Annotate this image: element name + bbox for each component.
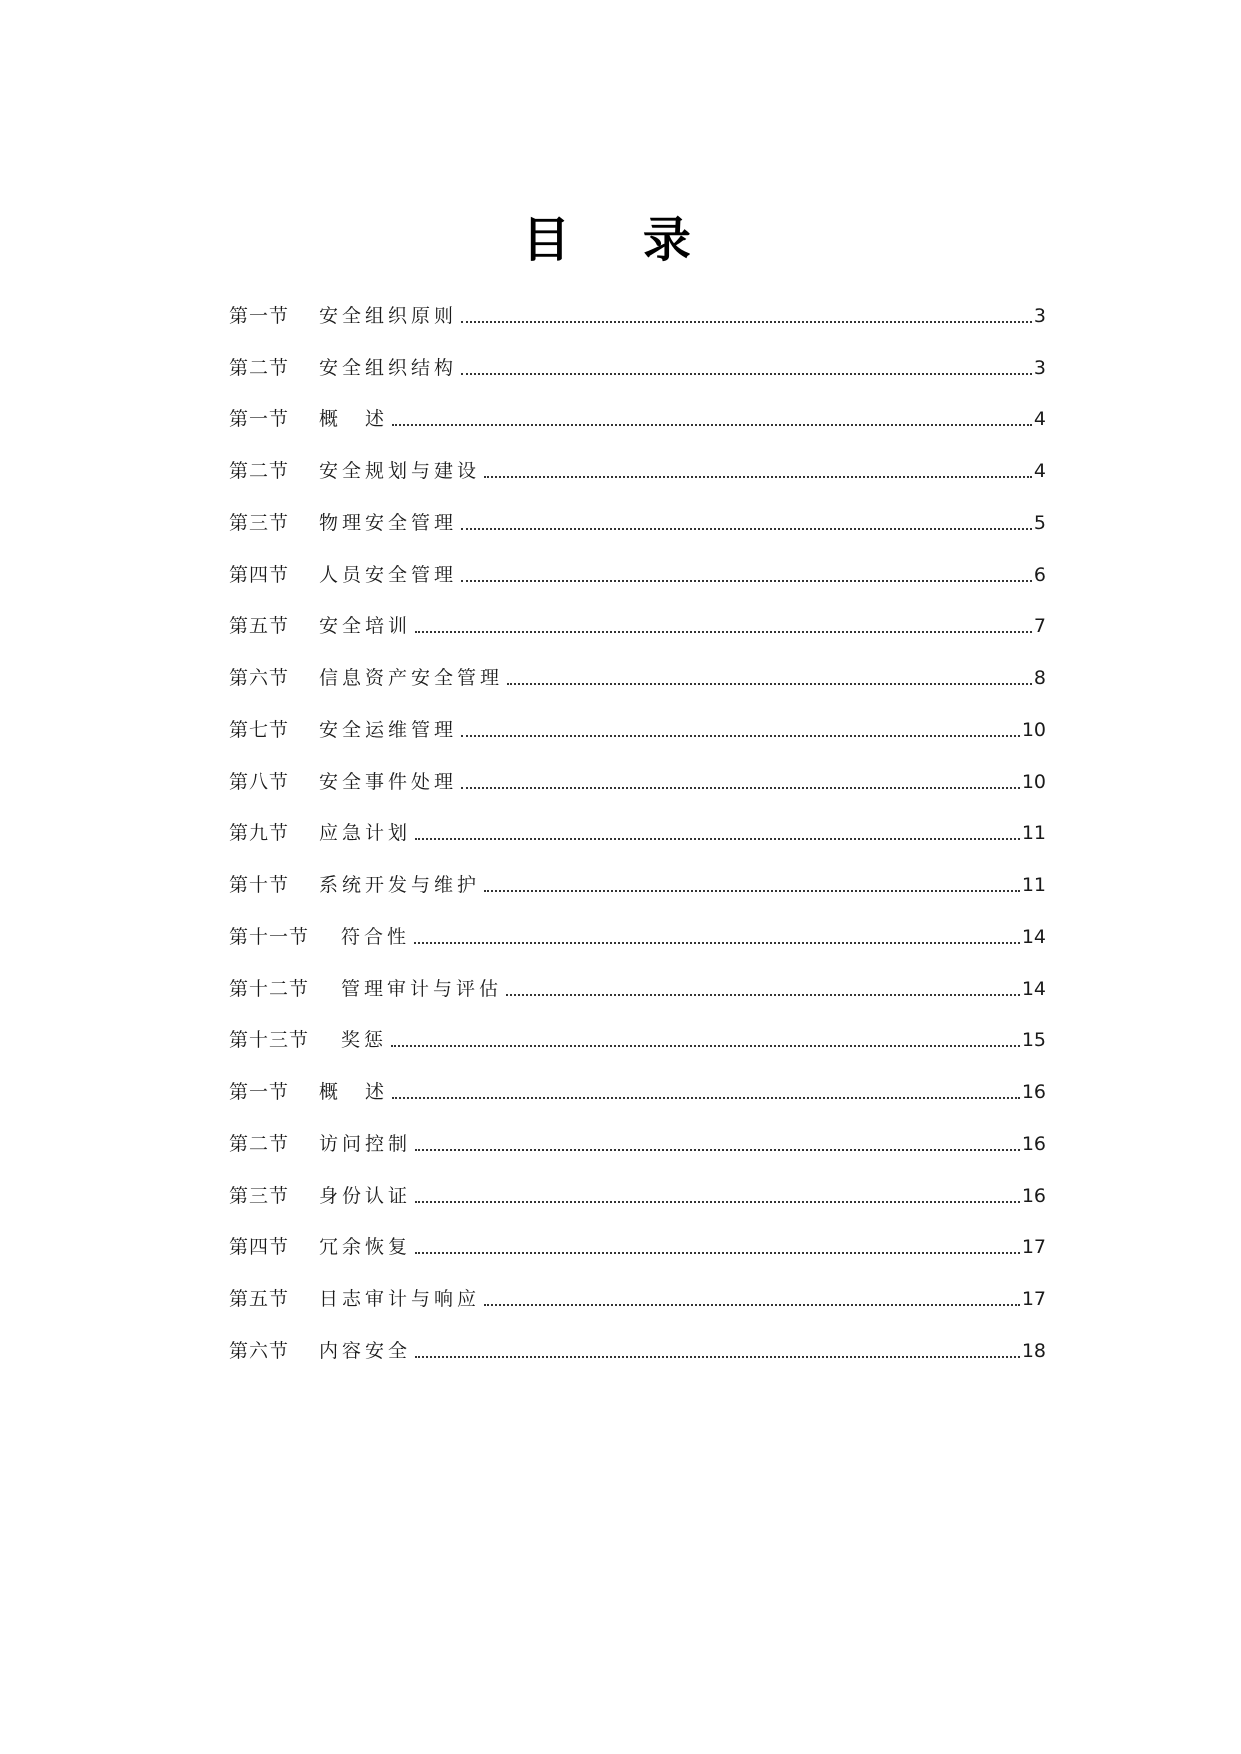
- toc-section-number: 第六节: [229, 1339, 290, 1362]
- toc-page-number: 5: [1033, 511, 1046, 534]
- toc-dot-leader: [507, 683, 1032, 685]
- toc-section-title: 访问控制: [319, 1132, 412, 1155]
- toc-section-number: 第二节: [229, 356, 290, 379]
- toc-section-title: 系统开发与维护: [319, 874, 481, 897]
- toc-page-number: 8: [1033, 667, 1046, 690]
- toc-section-title: 安全规划与建设: [319, 460, 481, 483]
- toc-dot-leader: [415, 1252, 1020, 1254]
- toc-dot-leader: [415, 631, 1032, 633]
- toc-section-number: 第二节: [229, 1132, 290, 1155]
- toc-page-number: 6: [1033, 563, 1046, 586]
- toc-section-number: 第六节: [229, 667, 290, 690]
- toc-dot-leader: [484, 890, 1020, 892]
- toc-title: 目 录: [522, 212, 719, 268]
- toc-page-number: 3: [1033, 356, 1046, 379]
- toc-page-number: 17: [1021, 1288, 1046, 1311]
- toc-section-title: 符合性: [341, 925, 411, 948]
- toc-dot-leader: [391, 1045, 1020, 1047]
- toc-entry[interactable]: [229, 601, 1046, 653]
- toc-section-number: 第五节: [229, 615, 290, 638]
- toc-section-title: 安全培训: [319, 615, 412, 638]
- toc-page-number: 10: [1021, 718, 1046, 741]
- toc-page-number: 4: [1033, 408, 1046, 431]
- toc-entry[interactable]: [229, 1118, 1046, 1170]
- toc-section-number: 第五节: [229, 1288, 290, 1311]
- toc-dot-leader: [415, 1149, 1020, 1151]
- toc-page-number: 15: [1021, 1029, 1046, 1052]
- toc-section-number: 第八节: [229, 770, 290, 793]
- toc-section-title: 信息资产安全管理: [319, 667, 504, 690]
- toc-page-number: 3: [1033, 304, 1046, 327]
- toc-dot-leader: [461, 321, 1032, 323]
- toc-entry[interactable]: [229, 911, 1046, 963]
- toc-page-number: 14: [1021, 925, 1046, 948]
- toc-section-number: 第十三节: [229, 1029, 310, 1052]
- toc-dot-leader: [461, 528, 1032, 530]
- toc-entry[interactable]: [229, 1325, 1046, 1377]
- toc-section-title: 内容安全: [319, 1339, 412, 1362]
- toc-section-title: 概 述: [319, 1081, 389, 1104]
- toc-dot-leader: [484, 1304, 1020, 1306]
- toc-section-title: 管理审计与评估: [341, 977, 503, 1000]
- toc-entry[interactable]: [229, 1170, 1046, 1222]
- toc-dot-leader: [392, 1097, 1020, 1099]
- toc-page-number: 17: [1021, 1236, 1046, 1259]
- toc-dot-leader: [415, 838, 1020, 840]
- toc-section-number: 第十一节: [229, 925, 310, 948]
- toc-page-number: 18: [1021, 1339, 1046, 1362]
- toc-section-number: 第一节: [229, 1081, 290, 1104]
- toc-section-number: 第四节: [229, 563, 290, 586]
- toc-entry[interactable]: [229, 704, 1046, 756]
- toc-dot-leader: [415, 1356, 1020, 1358]
- toc-entry[interactable]: [229, 756, 1046, 808]
- toc-entry[interactable]: [229, 1066, 1046, 1118]
- toc-section-number: 第一节: [229, 304, 290, 327]
- toc-section-title: 身份认证: [319, 1184, 412, 1207]
- toc-page-number: 11: [1021, 822, 1046, 845]
- toc-section-number: 第一节: [229, 408, 290, 431]
- toc-section-number: 第九节: [229, 822, 290, 845]
- toc-page-number: 7: [1033, 615, 1046, 638]
- toc-dot-leader: [461, 735, 1020, 737]
- toc-section-title: 奖惩: [341, 1029, 388, 1052]
- toc-entry[interactable]: [229, 1015, 1046, 1067]
- toc-dot-leader: [415, 1201, 1020, 1203]
- toc-section-number: 第三节: [229, 1184, 290, 1207]
- toc-entry[interactable]: [229, 549, 1046, 601]
- toc-section-title: 物理安全管理: [319, 511, 458, 534]
- toc-entry[interactable]: [229, 963, 1046, 1015]
- toc-dot-leader: [484, 476, 1032, 478]
- toc-section-title: 冗余恢复: [319, 1236, 412, 1259]
- toc-dot-leader: [461, 580, 1032, 582]
- toc-entry[interactable]: [229, 859, 1046, 911]
- toc-section-number: 第三节: [229, 511, 290, 534]
- toc-dot-leader: [506, 994, 1020, 996]
- toc-section-title: 安全事件处理: [319, 770, 458, 793]
- toc-section-number: 第十二节: [229, 977, 310, 1000]
- toc-section-title: 日志审计与响应: [319, 1288, 481, 1311]
- toc-entry[interactable]: [229, 342, 1046, 394]
- toc-section-number: 第七节: [229, 718, 290, 741]
- toc-dot-leader: [461, 373, 1032, 375]
- toc-dot-leader: [414, 942, 1020, 944]
- toc-section-title: 应急计划: [319, 822, 412, 845]
- toc-entry[interactable]: [229, 808, 1046, 860]
- toc-page-number: 4: [1033, 460, 1046, 483]
- toc-entry[interactable]: [229, 394, 1046, 446]
- toc-entry[interactable]: [229, 290, 1046, 342]
- toc-page-number: 16: [1021, 1184, 1046, 1207]
- toc-section-number: 第二节: [229, 460, 290, 483]
- toc-entry[interactable]: [229, 445, 1046, 497]
- toc-entry[interactable]: [229, 1273, 1046, 1325]
- toc-list: [229, 290, 1046, 1377]
- toc-section-title: 安全组织结构: [319, 356, 458, 379]
- toc-page-number: 14: [1021, 977, 1046, 1000]
- toc-section-title: 安全运维管理: [319, 718, 458, 741]
- toc-section-number: 第十节: [229, 874, 290, 897]
- toc-entry[interactable]: [229, 1222, 1046, 1274]
- toc-entry[interactable]: [229, 652, 1046, 704]
- toc-section-title: 安全组织原则: [319, 304, 458, 327]
- toc-dot-leader: [392, 424, 1032, 426]
- toc-page-number: 16: [1021, 1081, 1046, 1104]
- toc-entry[interactable]: [229, 497, 1046, 549]
- toc-page-number: 16: [1021, 1132, 1046, 1155]
- toc-dot-leader: [461, 787, 1020, 789]
- toc-section-number: 第四节: [229, 1236, 290, 1259]
- toc-page-number: 10: [1021, 770, 1046, 793]
- toc-section-title: 概 述: [319, 408, 389, 431]
- toc-section-title: 人员安全管理: [319, 563, 458, 586]
- toc-page-number: 11: [1021, 874, 1046, 897]
